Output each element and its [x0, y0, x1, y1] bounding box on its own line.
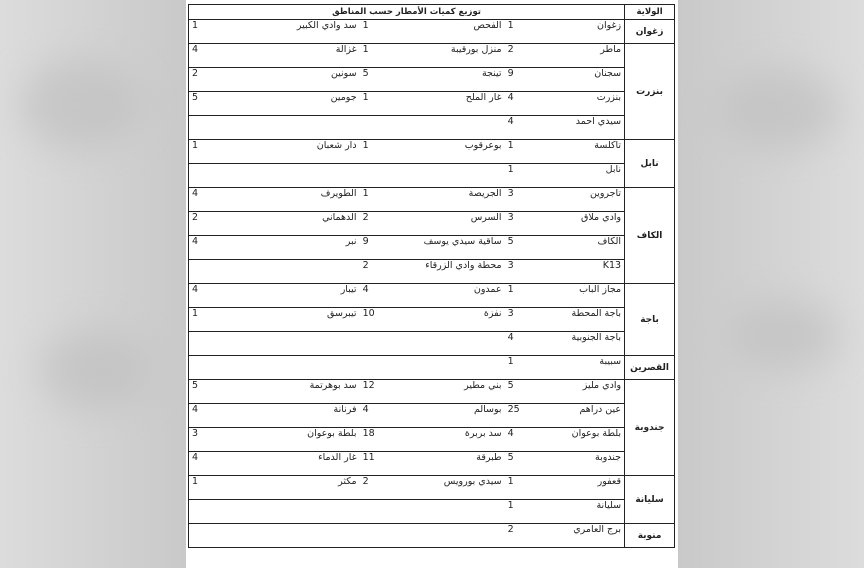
wilaya-cell: الكاف [625, 188, 675, 284]
amount-c: 1 [189, 476, 225, 500]
amount-c: 1 [189, 308, 225, 332]
amount-b [360, 500, 390, 524]
station-c [225, 164, 360, 188]
amount-c: 4 [189, 188, 225, 212]
amount-c: 4 [189, 452, 225, 476]
station-a: تاكلسة [535, 140, 625, 164]
background-blur [720, 70, 840, 150]
table-row [189, 236, 675, 260]
background-blur [730, 300, 840, 370]
table-row [189, 164, 675, 188]
amount-a: 5 [505, 380, 535, 404]
amount-a: 3 [505, 212, 535, 236]
station-b: بوعرقوب [390, 140, 505, 164]
station-b [390, 332, 505, 356]
station-a: مجاز الباب [535, 284, 625, 308]
amount-c: 5 [189, 380, 225, 404]
station-a: سجنان [535, 68, 625, 92]
station-a: K13 [535, 260, 625, 284]
station-c: الدهماني [225, 212, 360, 236]
amount-a: 5 [505, 452, 535, 476]
wilaya-cell: القصرين [625, 356, 675, 380]
header-row [189, 5, 675, 20]
table-row [189, 404, 675, 428]
wilaya-cell: سليانة [625, 476, 675, 524]
table-row [189, 188, 675, 212]
station-c: سد وادي الكبير [225, 20, 360, 44]
table-row [189, 116, 675, 140]
amount-a: 4 [505, 92, 535, 116]
station-c: تيبرسق [225, 308, 360, 332]
station-a: الكاف [535, 236, 625, 260]
station-b: سد بربرة [390, 428, 505, 452]
amount-b: 1 [360, 188, 390, 212]
amount-b: 1 [360, 140, 390, 164]
station-b: ساقية سيدي يوسف [390, 236, 505, 260]
station-b: الفحص [390, 20, 505, 44]
station-a: نابل [535, 164, 625, 188]
amount-c [189, 260, 225, 284]
table-title: توزيع كميات الأمطار حسب المناطق [189, 5, 625, 20]
station-b: طبرقة [390, 452, 505, 476]
rainfall-table [188, 4, 675, 548]
amount-a: 4 [505, 332, 535, 356]
amount-c: 2 [189, 68, 225, 92]
station-c: مكثر [225, 476, 360, 500]
wilaya-cell: زغوان [625, 20, 675, 44]
amount-b [360, 332, 390, 356]
table-row [189, 68, 675, 92]
table-row [189, 284, 675, 308]
wilaya-cell: نابل [625, 140, 675, 188]
amount-a: 4 [505, 116, 535, 140]
station-b: محطة وادي الزرقاء [390, 260, 505, 284]
amount-b: 10 [360, 308, 390, 332]
table-row [189, 452, 675, 476]
station-b: عمدون [390, 284, 505, 308]
station-a: قعفور [535, 476, 625, 500]
amount-c [189, 524, 225, 548]
station-b: نفزة [390, 308, 505, 332]
background-blur [40, 330, 150, 410]
amount-c: 4 [189, 284, 225, 308]
amount-b: 2 [360, 212, 390, 236]
station-b: غار الملح [390, 92, 505, 116]
amount-b: 5 [360, 68, 390, 92]
amount-a: 1 [505, 284, 535, 308]
amount-c [189, 356, 225, 380]
station-a: بنزرت [535, 92, 625, 116]
station-b [390, 356, 505, 380]
amount-b: 2 [360, 260, 390, 284]
amount-b: 9 [360, 236, 390, 260]
station-a: سليانة [535, 500, 625, 524]
station-c: سونين [225, 68, 360, 92]
station-a: ماطر [535, 44, 625, 68]
wilaya-cell: باجة [625, 284, 675, 356]
amount-c: 4 [189, 44, 225, 68]
station-c: غزالة [225, 44, 360, 68]
station-c: جومين [225, 92, 360, 116]
station-c [225, 332, 360, 356]
station-c: فرنانة [225, 404, 360, 428]
station-b: منزل بورقيبة [390, 44, 505, 68]
amount-c: 1 [189, 20, 225, 44]
station-b: بوسالم [390, 404, 505, 428]
table-row [189, 428, 675, 452]
table-row [189, 476, 675, 500]
amount-a: 1 [505, 164, 535, 188]
amount-b: 12 [360, 380, 390, 404]
station-b [390, 524, 505, 548]
amount-a: 1 [505, 20, 535, 44]
station-b: سيدي بورويس [390, 476, 505, 500]
station-a: بلطة بوعوان [535, 428, 625, 452]
station-b [390, 116, 505, 140]
station-c: سد بوهرتمة [225, 380, 360, 404]
station-c [225, 260, 360, 284]
amount-b: 2 [360, 476, 390, 500]
wilaya-header: الولاية [625, 5, 675, 20]
station-a: زغوان [535, 20, 625, 44]
station-c [225, 500, 360, 524]
amount-b: 1 [360, 44, 390, 68]
station-c: الطويرف [225, 188, 360, 212]
table-row [189, 356, 675, 380]
amount-b: 1 [360, 20, 390, 44]
station-c: دار شعبان [225, 140, 360, 164]
amount-a: 1 [505, 500, 535, 524]
amount-a: 1 [505, 140, 535, 164]
table-row [189, 380, 675, 404]
amount-b: 1 [360, 92, 390, 116]
table-row [189, 308, 675, 332]
station-c: غار الدماء [225, 452, 360, 476]
amount-c: 2 [189, 212, 225, 236]
station-b: السرس [390, 212, 505, 236]
amount-c: 4 [189, 236, 225, 260]
station-b [390, 500, 505, 524]
amount-b: 18 [360, 428, 390, 452]
station-a: برج العامري [535, 524, 625, 548]
background-blur [20, 60, 140, 150]
amount-c: 5 [189, 92, 225, 116]
station-a: باجة الجنوبية [535, 332, 625, 356]
amount-c: 1 [189, 140, 225, 164]
station-a: عين دراهم [535, 404, 625, 428]
station-a: جندوبة [535, 452, 625, 476]
amount-b [360, 164, 390, 188]
station-a: باجة المحطة [535, 308, 625, 332]
amount-a: 5 [505, 236, 535, 260]
station-a: تاجروين [535, 188, 625, 212]
table-row [189, 140, 675, 164]
station-c [225, 116, 360, 140]
amount-c: 3 [189, 428, 225, 452]
station-a: سبيبة [535, 356, 625, 380]
table-row [189, 44, 675, 68]
amount-b [360, 356, 390, 380]
table-row [189, 212, 675, 236]
station-c: تيبار [225, 284, 360, 308]
station-b: الجريصة [390, 188, 505, 212]
table-row [189, 500, 675, 524]
amount-b [360, 116, 390, 140]
amount-c [189, 332, 225, 356]
amount-a: 3 [505, 188, 535, 212]
station-a: وادي ملاق [535, 212, 625, 236]
station-b: بني مطير [390, 380, 505, 404]
amount-c [189, 164, 225, 188]
wilaya-cell: جندوبة [625, 380, 675, 476]
table-row [189, 332, 675, 356]
amount-a: 4 [505, 428, 535, 452]
amount-a: 2 [505, 524, 535, 548]
amount-c [189, 500, 225, 524]
wilaya-cell: بنزرت [625, 44, 675, 140]
amount-a: 3 [505, 308, 535, 332]
station-c [225, 524, 360, 548]
amount-c: 4 [189, 404, 225, 428]
table-row [189, 20, 675, 44]
amount-c [189, 116, 225, 140]
amount-a: 9 [505, 68, 535, 92]
station-c: نبر [225, 236, 360, 260]
station-a: سيدي احمد [535, 116, 625, 140]
amount-b [360, 524, 390, 548]
station-a: وادي مليز [535, 380, 625, 404]
amount-a: 1 [505, 476, 535, 500]
wilaya-cell: منوبة [625, 524, 675, 548]
amount-b: 11 [360, 452, 390, 476]
station-b: تينجة [390, 68, 505, 92]
station-b [390, 164, 505, 188]
amount-a: 25 [505, 404, 535, 428]
amount-a: 2 [505, 44, 535, 68]
station-c [225, 356, 360, 380]
table-row [189, 524, 675, 548]
table-row [189, 92, 675, 116]
station-c: بلطة بوعوان [225, 428, 360, 452]
amount-b: 4 [360, 404, 390, 428]
table-row [189, 260, 675, 284]
amount-a: 3 [505, 260, 535, 284]
amount-a: 1 [505, 356, 535, 380]
amount-b: 4 [360, 284, 390, 308]
